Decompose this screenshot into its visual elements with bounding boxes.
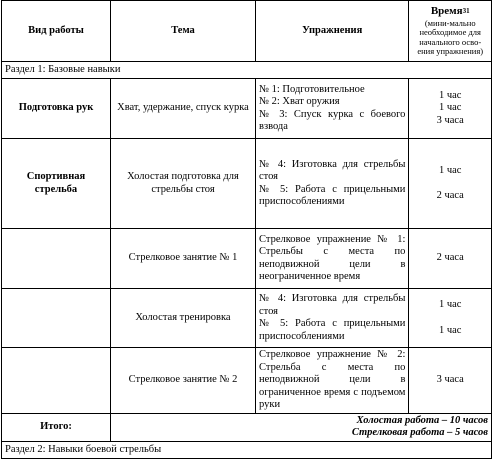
total-row — [2, 413, 492, 441]
work-type-cell: Подготовка рук — [2, 79, 111, 139]
topic-cell: Стрелковое занятие № 2 — [111, 348, 256, 414]
time-cell: 3 часа — [409, 348, 492, 414]
time-value: 1 час — [438, 299, 462, 310]
total-values — [111, 413, 492, 441]
time-value: 1 час — [438, 164, 462, 176]
time-value: 2 часа — [436, 190, 464, 201]
exercise-item: № 4: Изготовка для стрельбы стоя — [258, 158, 406, 182]
time-value: 1 час — [438, 102, 462, 114]
exercise-cell — [255, 289, 408, 348]
time-value: 1 час — [438, 324, 462, 336]
table-row — [2, 139, 492, 229]
total-shooting-work: Стрелковая работа – 5 часов — [351, 427, 488, 438]
total-label: Итого: — [2, 413, 111, 441]
header-topic: Тема — [111, 1, 256, 62]
header-work-type: Вид работы — [2, 1, 111, 62]
empty-cell — [2, 348, 111, 414]
section-title-2: Раздел 2: Навыки боевой стрельбы — [2, 441, 492, 459]
footnote-marker: 31 — [462, 7, 470, 15]
exercise-cell: Стрелковое упражнение № 1: Стрельбы с места по неподвижной цели в неограниченное время — [255, 229, 408, 289]
exercise-item: № 5: Работа с прицельными приспособлениями — [258, 183, 406, 207]
topic-cell: Холостая тренировка — [111, 289, 256, 348]
exercise-item: № 3: Спуск курка с боевого взвода — [258, 108, 406, 132]
exercise-cell — [255, 79, 408, 139]
time-cell — [409, 79, 492, 139]
table-row — [2, 79, 492, 139]
exercise-item: № 4: Изготовка для стрельбы стоя — [258, 293, 406, 317]
section-title-1: Раздел 1: Базовые навыки — [2, 61, 492, 79]
section-row-1 — [2, 61, 492, 79]
topic-cell: Холостая подготовка для стрельбы стоя — [111, 139, 256, 229]
topic-cell: Стрелковое занятие № 1 — [111, 229, 256, 289]
header-time-label: Время — [430, 5, 463, 17]
exercise-cell: Стрелковое упражнение № 2: Стрельба с места по неподвижной цели в ограниченное время с подъемом руки — [255, 348, 408, 414]
table-row — [2, 289, 492, 348]
table-row — [2, 229, 492, 289]
exercise-cell — [255, 139, 408, 229]
header-time-note: (мини-мально необходимое для начального осво-ения упражнения) — [417, 17, 484, 56]
topic-cell: Хват, удержание, спуск курка — [111, 79, 256, 139]
table-row — [2, 348, 492, 414]
total-idle-work: Холостая работа – 10 часов — [356, 414, 488, 426]
section-row-2 — [2, 441, 492, 459]
empty-cell — [2, 289, 111, 348]
header-time — [409, 1, 492, 62]
work-type-cell: Спортивная стрельба — [2, 139, 111, 229]
exercise-item: № 2: Хват оружия — [258, 96, 340, 107]
exercise-item: № 1: Подготовительное — [258, 83, 365, 95]
time-cell — [409, 289, 492, 348]
time-cell: 2 часа — [409, 229, 492, 289]
time-value: 1 час — [438, 89, 462, 101]
time-cell — [409, 139, 492, 229]
header-row — [2, 1, 492, 62]
header-exercises: Упражнения — [255, 1, 408, 62]
time-value: 3 часа — [436, 114, 464, 126]
empty-cell — [2, 229, 111, 289]
training-table — [1, 0, 492, 459]
exercise-item: № 5: Работа с прицельными приспособлениями — [258, 318, 406, 342]
